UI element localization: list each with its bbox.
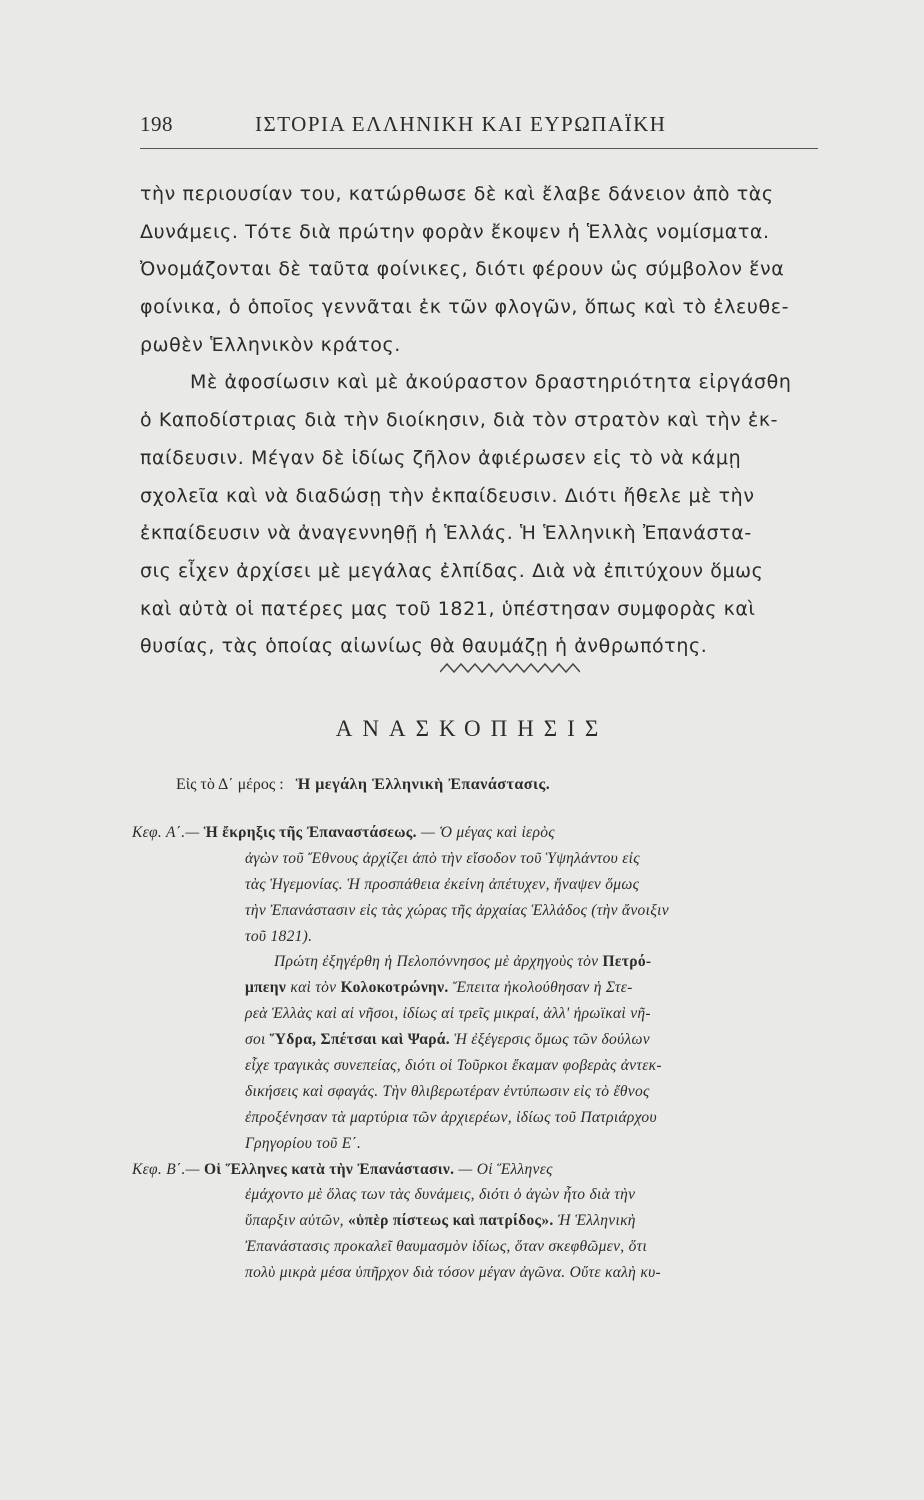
summary-line: ἐπροξένησαν τὰ μαρτύρια τῶν ἀρχιερέων, ἰδίως τοῦ Πατριάρχου: [245, 1108, 657, 1126]
section-title: ΑΝΑΣΚΟΠΗΣΙΣ: [335, 716, 609, 741]
summary-text: σοι: [245, 1031, 266, 1049]
summary-text: Ἡ Ἑλληνικὴ: [557, 1212, 636, 1230]
section-subtitle: [176, 776, 836, 794]
summary-line: τὰς Ἡγεμονίας. Ἡ προσπάθεια ἐκείνη ἀπέτυχεν, ἥναψεν ὅμως: [245, 875, 640, 893]
text-line: σις εἶχεν ἀρχίσει μὲ μεγάλας ἐλπίδας. Διὰ νὰ ἐπιτύχουν ὅμως: [140, 559, 764, 582]
part-label: Εἰς τὸ Δ΄ μέρος :: [176, 776, 284, 793]
chapter-summary: [132, 820, 832, 1286]
text-line: καὶ αὐτὰ οἱ πατέρες μας τοῦ 1821, ὑπέστησαν συμφορὰς καὶ: [140, 597, 756, 620]
body-text: [140, 176, 820, 666]
summary-line: ἐμάχοντο μὲ ὅλας των τὰς δυνάμεις, διότι ὁ ἀγὼν ἦτο διὰ τὴν: [245, 1186, 636, 1204]
person-name: μπεην: [245, 979, 287, 997]
zigzag-ornament: [440, 656, 580, 680]
text-line: Μὲ ἀφοσίωσιν καὶ μὲ ἀκούραστον δραστηριότητα εἰργάσθη: [190, 371, 792, 394]
part-title: Ἡ μεγάλη Ἑλληνικὴ Ἐπανάστασις.: [295, 776, 551, 793]
island-names: Ὕδρα, Σπέτσαι καὶ Ψαρά.: [269, 1031, 450, 1049]
header-rule: [140, 148, 818, 149]
summary-line: ἀγὼν τοῦ Ἔθνους ἀρχίζει ἀπὸ τὴν εἴσοδον τοῦ Ὑψηλάντου εἰς: [245, 849, 640, 867]
chapter-heading: Οἱ Ἕλληνες κατὰ τὴν Ἐπανάστασιν.: [203, 1160, 455, 1178]
summary-line: εἶχε τραγικὰς συνεπείας, διότι οἱ Τοῦρκοι ἔκαμαν φοβερὰς ἀντεκ-: [245, 1057, 662, 1075]
summary-line: [132, 820, 832, 846]
summary-line: [132, 1208, 832, 1234]
chapter-label: Κεφ. Β΄.—: [132, 1160, 200, 1178]
motto: «ὑπὲρ πίστεως καὶ πατρίδος».: [348, 1212, 554, 1230]
summary-line: ρεὰ Ἑλλὰς καὶ αἱ νῆσοι, ἰδίως αἱ τρεῖς μικραί, ἀλλ' ἡρωϊκαὶ νῆ-: [245, 1005, 651, 1023]
summary-text: καὶ τὸν: [290, 979, 337, 997]
text-line: φοίνικα, ὁ ὁποῖος γεννᾶται ἐκ τῶν φλογῶν, ὅπως καὶ τὸ ἐλευθε-: [140, 296, 790, 319]
summary-line: [132, 975, 832, 1001]
summary-line: δικήσεις καὶ σφαγάς. Τὴν θλιβερωτέραν ἐντύπωσιν εἰς τὸ ἔθνος: [245, 1082, 650, 1100]
chapter-heading: Ἡ ἔκρηξις τῆς Ἐπαναστάσεως.: [203, 824, 417, 841]
summary-line: [132, 1157, 832, 1183]
summary-line: τὴν Ἐπανάστασιν εἰς τὰς χώρας τῆς ἀρχαίας Ἑλλάδος (τὴν ἄνοιξιν: [245, 901, 669, 919]
summary-line: [132, 949, 832, 975]
summary-text: Ἔπειτα ἠκολούθησαν ἡ Στε-: [452, 979, 633, 997]
text-line: Ὀνομάζονται δὲ ταῦτα φοίνικες, διότι φέρουν ὡς σύμβολον ἕνα: [140, 258, 785, 281]
text-line: Δυνάμεις. Τότε διὰ πρώτην φορὰν ἔκοψεν ἡ Ἑλλὰς νομίσματα.: [140, 220, 770, 243]
summary-line: τοῦ 1821).: [245, 927, 313, 945]
person-name: Πετρό-: [602, 953, 652, 971]
text-line: θυσίας, τὰς ὁποίας αἰωνίως θὰ θαυμάζῃ ἡ ἀνθρωπότης.: [140, 635, 708, 658]
chapter-label: Κεφ. Α΄.—: [132, 824, 200, 841]
text-line: σχολεῖα καὶ νὰ διαδώσῃ τὴν ἐκπαίδευσιν. Διότι ἤθελε μὲ τὴν: [140, 484, 755, 507]
summary-text: — Ὁ μέγας καὶ ἱερὸς: [420, 824, 555, 841]
summary-line: Γρηγορίου τοῦ Ε΄.: [245, 1134, 362, 1152]
text-line: ὁ Καποδίστριας διὰ τὴν διοίκησιν, διὰ τὸν στρατὸν καὶ τὴν ἐκ-: [140, 409, 779, 432]
page-number: 198: [140, 112, 173, 136]
text-line: ἐκπαίδευσιν νὰ ἀναγεννηθῇ ἡ Ἑλλάς. Ἡ Ἑλληνικὴ Ἐπανάστα-: [140, 522, 752, 545]
summary-line: πολὺ μικρὰ μέσα ὑπῆρχον διὰ τόσον μέγαν ἀγῶνα. Οὔτε καλὴ κυ-: [245, 1264, 661, 1282]
text-line: παίδευσιν. Μέγαν δὲ ἰδίως ζῆλον ἀφιέρωσεν εἰς τὸ νὰ κάμῃ: [140, 446, 742, 469]
summary-text: Ἡ ἐξέγερσις ὅμως τῶν δούλων: [454, 1031, 650, 1049]
summary-text: Πρώτη ἐξηγέρθη ἡ Πελοπόννησος μὲ ἀρχηγοὺς τὸν: [274, 953, 599, 971]
person-name: Κολοκοτρώνην.: [340, 979, 449, 997]
summary-line: [132, 1027, 832, 1053]
summary-line: Ἐπανάστασις προκαλεῖ θαυμασμὸν ἰδίως, ὅταν σκεφθῶμεν, ὅτι: [245, 1238, 648, 1256]
text-line: τὴν περιουσίαν του, κατώρθωσε δὲ καὶ ἔλαβε δάνειον ἀπὸ τὰς: [140, 183, 774, 205]
summary-text: ὕπαρξιν αὐτῶν,: [245, 1212, 344, 1230]
running-head: [140, 112, 820, 144]
text-line: ρωθὲν Ἑλληνικὸν κράτος.: [140, 333, 401, 356]
summary-text: — Οἱ Ἕλληνες: [458, 1160, 553, 1178]
running-title: ΙΣΤΟΡΙΑ ΕΛΛΗΝΙΚΗ ΚΑΙ ΕΥΡΩΠΑΪΚΗ: [255, 112, 667, 136]
